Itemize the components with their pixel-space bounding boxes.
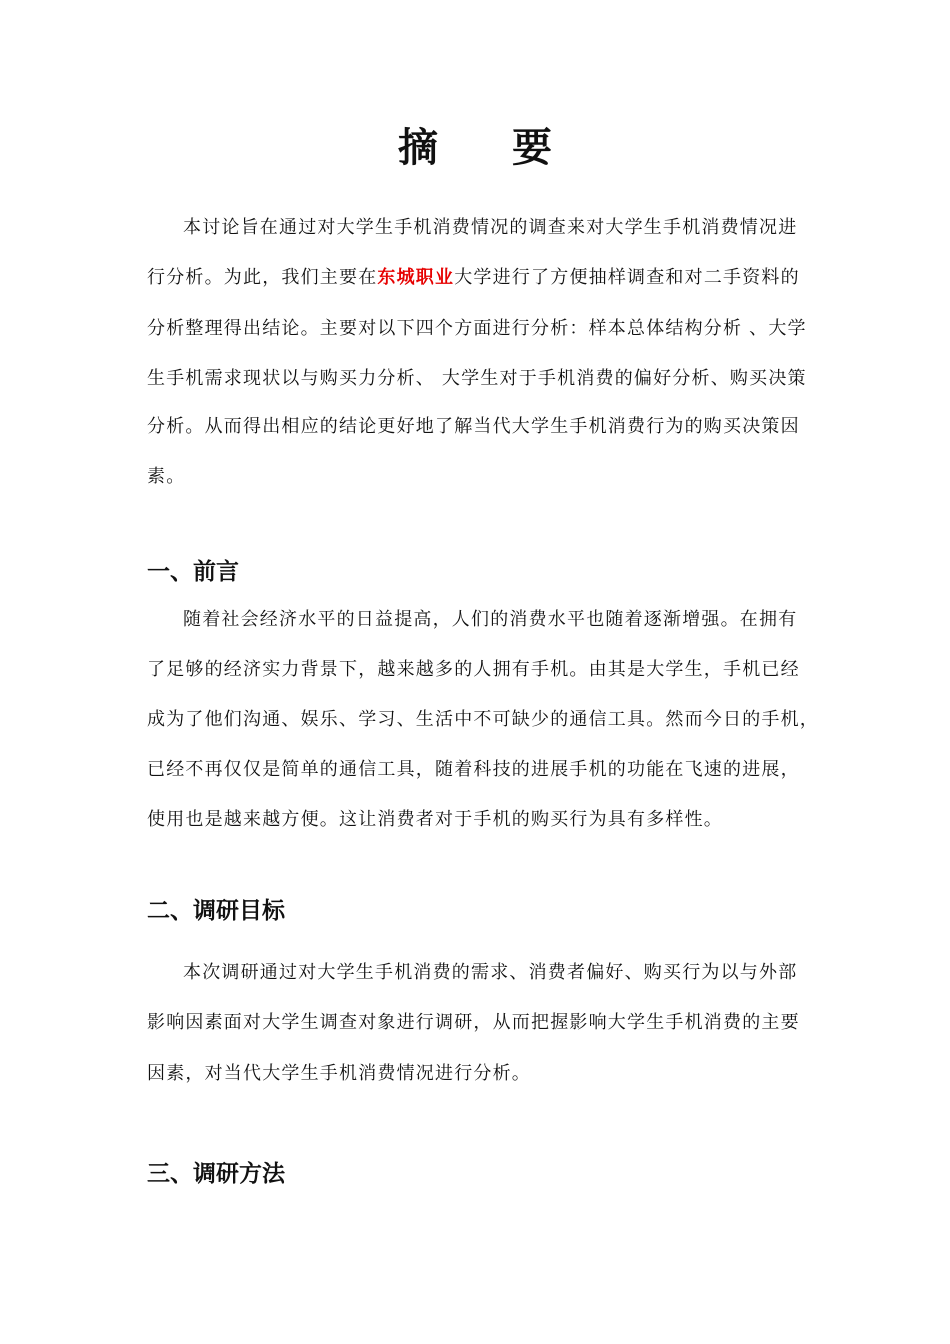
section-1-line-1: 随着社会经济水平的日益提高，人们的消费水平也随着逐渐增强。在拥有 bbox=[183, 609, 798, 630]
section-1-line-2: 了足够的经济实力背景下，越来越多的人拥有手机。由其是大学生，手机已经 bbox=[147, 659, 800, 680]
abstract-line-5: 分析。从而得出相应的结论更好地了解当代大学生手机消费行为的购买决策因 bbox=[147, 416, 800, 437]
abstract-line-4: 生手机需求现状以与购买力分析、 大学生对于手机消费的偏好分析、购买决策 bbox=[147, 368, 807, 389]
section-2-line-3: 因素，对当代大学生手机消费情况进行分析。 bbox=[147, 1063, 531, 1084]
section-2-line-2: 影响因素面对大学生调查对象进行调研，从而把握影响大学生手机消费的主要 bbox=[147, 1012, 800, 1033]
abstract-line-3: 分析整理得出结论。主要对以下四个方面进行分析：样本总体结构分析 、大学 bbox=[147, 318, 807, 339]
section-2-heading: 二、调研目标 bbox=[147, 898, 285, 924]
section-2-line-1: 本次调研通过对大学生手机消费的需求、消费者偏好、购买行为以与外部 bbox=[183, 962, 798, 983]
abstract-line-2-end: 大学进行了方便抽样调查和对二手资料的 bbox=[454, 267, 800, 288]
abstract-line-2 bbox=[147, 263, 800, 293]
section-1-line-5: 使用也是越来越方便。这让消费者对于手机的购买行为具有多样性。 bbox=[147, 809, 723, 830]
abstract-line-6: 素。 bbox=[147, 466, 186, 487]
page-title: 摘 要 bbox=[398, 124, 582, 171]
section-1-line-4: 已经不再仅仅是简单的通信工具，随着科技的进展手机的功能在飞速的进展， bbox=[147, 759, 800, 780]
highlighted-school-name: 东城职业 bbox=[377, 267, 455, 288]
abstract-line-1: 本讨论旨在通过对大学生手机消费情况的调查来对大学生手机消费情况进 bbox=[183, 217, 798, 238]
section-1-heading: 一、前言 bbox=[147, 559, 239, 585]
section-3-heading: 三、调研方法 bbox=[147, 1161, 285, 1187]
abstract-line-2-start: 行分析。为此，我们主要在 bbox=[147, 267, 378, 288]
section-1-line-3: 成为了他们沟通、娱乐、学习、生活中不可缺少的通信工具。然而今日的手机， bbox=[147, 709, 819, 730]
